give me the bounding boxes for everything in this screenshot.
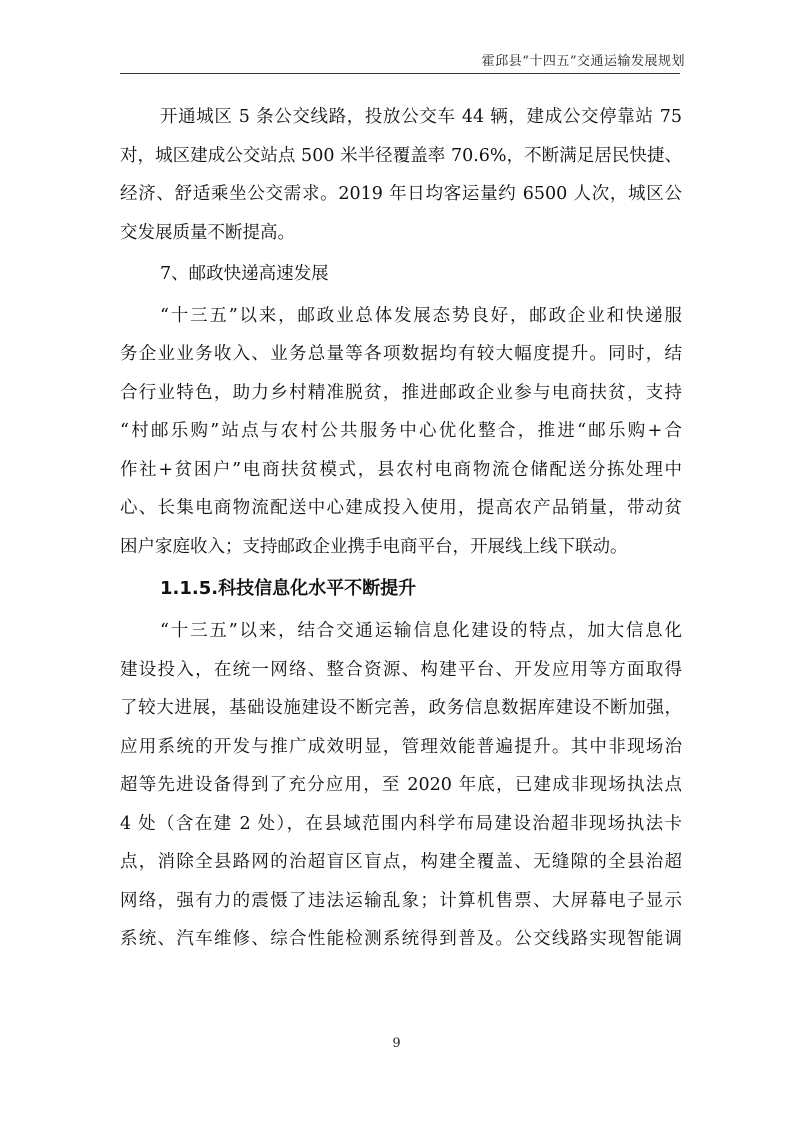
text-line: 建设投入，在统一网络、整合资源、构建平台、开发应用等方面取得	[120, 659, 682, 680]
text-line: 4 处（含在建 2 处），在县域范围内科学布局建设治超非现场执法卡	[120, 813, 682, 834]
text-line: 了较大进展，基础设施建设不断完善，政务信息数据库建设不断加强，	[120, 698, 682, 718]
text-line: “村邮乐购”站点与农村公共服务中心优化整合，推进“邮乐购+合	[120, 421, 682, 441]
page-body	[120, 98, 682, 959]
paragraph-postal-express	[120, 297, 682, 567]
text-line: 交发展质量不断提高。	[120, 222, 295, 243]
text-line: 系统、汽车维修、综合性能检测系统得到普及。公交线路实现智能调	[120, 929, 682, 949]
text-line: 网络，强有力的震慑了违法运输乱象；计算机售票、大屏幕电子显示	[120, 890, 682, 911]
text-line: 对，城区建成公交站点 500 米半径覆盖率 70.6%，不断满足居民快捷、	[120, 145, 682, 166]
running-header-title: 霍邱县“十四五”交通运输发展规划	[481, 54, 685, 69]
text-line: 务企业业务收入、业务总量等各项数据均有较大幅度提升。同时，结	[120, 344, 682, 364]
paragraph-informatization	[120, 612, 682, 959]
page-number: 9	[392, 1036, 401, 1051]
text-line: 应用系统的开发与推广成效明显，管理效能普遍提升。其中非现场治	[120, 736, 682, 757]
header-rule	[120, 73, 680, 74]
text-line: 作社+贫困户”电商扶贫模式，县农村电商物流仓储配送分拣处理中	[120, 459, 682, 480]
list-item-postal: 7、邮政快递高速发展	[160, 264, 329, 284]
text-line: 合行业特色，助力乡村精准脱贫，推进邮政企业参与电商扶贫，支持	[120, 382, 682, 403]
text-line: 困户家庭收入；支持邮政企业携手电商平台，开展线上线下联动。	[120, 536, 628, 557]
paragraph-bus-routes	[120, 98, 682, 252]
text-line: 经济、舒适乘坐公交需求。2019 年日均客运量约 6500 人次，城区公	[120, 184, 682, 204]
text-line: 心、长集电商物流配送中心建成投入使用，提高农产品销量，带动贫	[120, 498, 682, 518]
text-line: “十三五”以来，邮政业总体发展态势良好，邮政企业和快递服	[160, 305, 682, 326]
text-line: 超等先进设备得到了充分应用，至 2020 年底，已建成非现场执法点	[120, 775, 682, 795]
text-line: 点，消除全县路网的治超盲区盲点，构建全覆盖、无缝隙的全县治超	[120, 852, 682, 872]
text-line: 开通城区 5 条公交线路，投放公交车 44 辆，建成公交停靠站 75	[160, 107, 682, 127]
section-heading: 1.1.5.科技信息化水平不断提升	[160, 578, 417, 599]
text-line: “十三五”以来，结合交通运输信息化建设的特点，加大信息化	[160, 621, 682, 641]
